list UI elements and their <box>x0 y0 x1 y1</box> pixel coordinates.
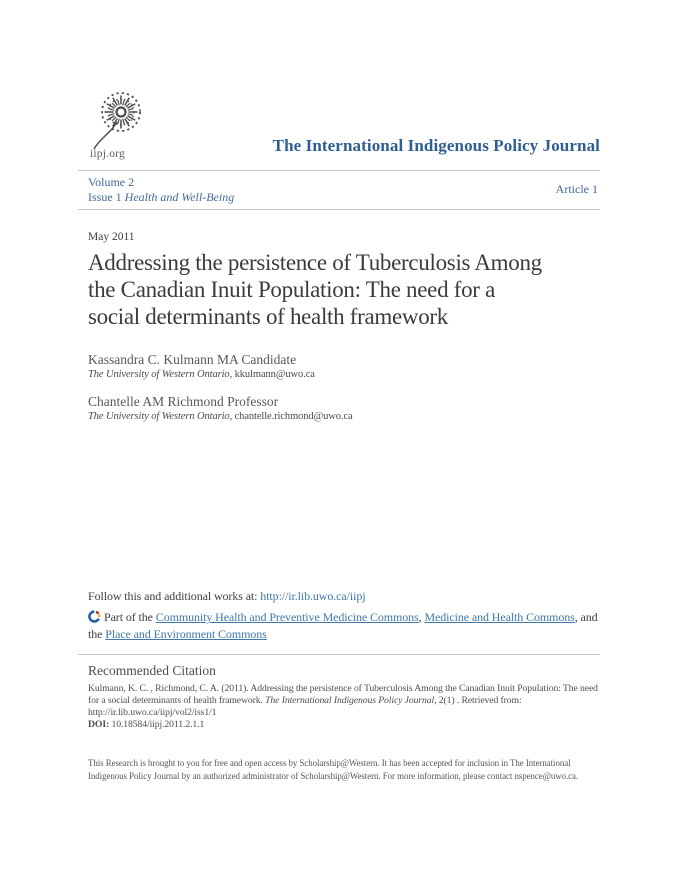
citation-body: Kulmann, K. C. , Richmond, C. A. (2011). Addressing the persistence of Tuberculosis Among the Canadian Inuit Population: The need for a social determinants of health framework. <box>88 683 598 706</box>
author-affiliation: The University of Western Ontario <box>88 369 230 380</box>
author-block <box>88 351 353 382</box>
recommended-citation-heading: Recommended Citation <box>88 663 216 678</box>
recommended-citation-section <box>78 654 600 731</box>
commons-separator: , <box>418 610 425 624</box>
digital-commons-icon <box>88 610 101 623</box>
author-name: Kassandra C. Kulmann MA Candidate <box>88 352 297 367</box>
citation-volume-issue: 2(1) . Retrieved from: <box>436 695 522 706</box>
commons-line <box>88 609 600 643</box>
follow-works-line <box>88 588 600 605</box>
open-access-note: This Research is brought to you for free and open access by Scholarship@Western. It has been accepted for inclusion in The International Indigenous Policy Journal by an authorized administrator of Scholarship@Western. For more information, please contact nspence@uwo.ca. <box>88 758 579 781</box>
publication-date: May 2011 <box>88 231 135 243</box>
doi-value: 10.18584/iipj.2011.2.1.1 <box>109 719 205 730</box>
volume-issue-block <box>78 175 234 204</box>
author-affiliation-line <box>88 410 353 424</box>
paper-title-line-1: Addressing the persistence of Tuberculosis Among <box>88 250 542 275</box>
author-affiliation: The University of Western Ontario <box>88 411 230 422</box>
commons-link-medicine-health[interactable]: Medicine and Health Commons <box>424 610 575 624</box>
affiliation-separator: , <box>229 369 235 380</box>
article-number: Article 1 <box>555 182 598 197</box>
author-email: chantelle.richmond@uwo.ca <box>234 411 353 422</box>
commons-prefix: Part of the <box>104 610 156 624</box>
repository-link[interactable]: http://ir.lib.uwo.ca/iipj <box>260 589 366 603</box>
paper-title-line-2: the Canadian Inuit Population: The need for a <box>88 277 495 302</box>
volume-issue-bar <box>78 170 600 210</box>
follow-works-text: Follow this and additional works at: <box>88 589 261 603</box>
issue-label: Issue 1 <box>88 189 125 204</box>
citation-text <box>88 683 600 731</box>
affiliation-separator: , <box>229 411 235 422</box>
commons-link-place-environment[interactable]: Place and Environment Commons <box>105 627 267 641</box>
author-name: Chantelle AM Richmond Professor <box>88 394 279 409</box>
citation-url: http://ir.lib.uwo.ca/iipj/vol2/iss1/1 <box>88 707 217 718</box>
paper-title <box>88 249 542 330</box>
dandelion-logo-icon <box>90 86 150 156</box>
paper-title-line-3: social determinants of health framework <box>88 304 448 329</box>
issue-theme: Health and Well-Being <box>124 189 235 204</box>
citation-journal-name: The International Indigenous Policy Journal, <box>265 695 437 706</box>
author-block <box>88 393 353 424</box>
author-affiliation-line <box>88 368 353 382</box>
commons-link-community-health[interactable]: Community Health and Preventive Medicine Commons <box>155 610 419 624</box>
issue-line <box>88 190 234 205</box>
volume-label: Volume 2 <box>88 175 135 189</box>
commons-separator: , and the <box>88 610 598 641</box>
follow-works-section <box>88 588 600 643</box>
author-list <box>88 351 353 435</box>
logo-url-text: iipj.org <box>90 148 125 160</box>
author-email: kkulmann@uwo.ca <box>234 369 315 380</box>
journal-title: The International Indigenous Policy Journal <box>272 136 600 155</box>
doi-label: DOI: <box>88 719 110 730</box>
page-content <box>78 0 600 880</box>
